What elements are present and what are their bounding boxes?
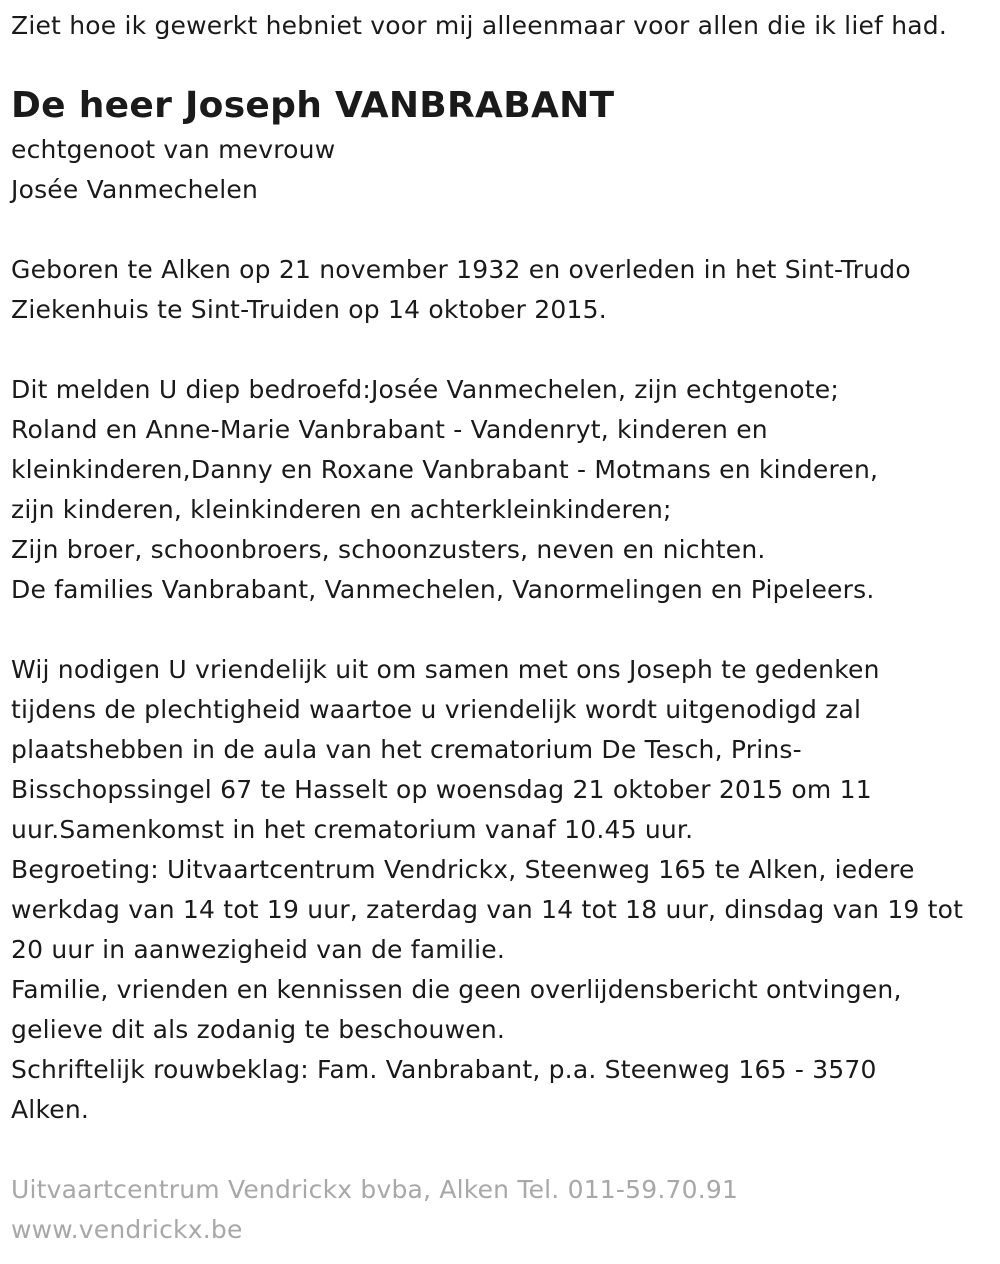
paragraph-line: tijdens de plechtigheid waartoe u vriendelijk wordt uitgenodigd zal — [11, 695, 862, 724]
funeral-home-contact: Uitvaartcentrum Vendrickx bvba, Alken Tel. 011-59.70.91 — [11, 1175, 739, 1204]
paragraph-line: Schriftelijk rouwbeklag: Fam. Vanbrabant, p.a. Steenweg 165 - 3570 — [11, 1055, 877, 1084]
funeral-home-footer — [11, 1170, 991, 1250]
paragraph-line: werkdag van 14 tot 19 uur, zaterdag van 14 tot 18 uur, dinsdag van 19 tot — [11, 895, 964, 924]
paragraph-line: Wij nodigen U vriendelijk uit om samen met ons Joseph te gedenken — [11, 655, 880, 684]
paragraph-line: De families Vanbrabant, Vanmechelen, Vanormelingen en Pipeleers. — [11, 575, 875, 604]
paragraph-gap — [11, 610, 991, 650]
paragraph-line: zijn kinderen, kleinkinderen en achterkleinkinderen; — [11, 495, 672, 524]
paragraph-line: Roland en Anne-Marie Vanbrabant - Vandenryt, kinderen en — [11, 415, 768, 444]
paragraph-line: Geboren te Alken op 21 november 1932 en overleden in het Sint-Trudo — [11, 255, 911, 284]
deceased-name: De heer Joseph VANBRABANT — [11, 85, 615, 126]
paragraph-line: Begroeting: Uitvaartcentrum Vendrickx, Steenweg 165 te Alken, iedere — [11, 855, 915, 884]
paragraph-line: 20 uur in aanwezigheid van de familie. — [11, 935, 505, 964]
funeral-home-website: www.vendrickx.be — [11, 1215, 243, 1244]
spouse-block — [11, 130, 991, 210]
paragraph-line: Familie, vrienden en kennissen die geen overlijdensbericht ontvingen, — [11, 975, 902, 1004]
paragraph-line: gelieve dit als zodanig te beschouwen. — [11, 1015, 506, 1044]
paragraph-line: Dit melden U diep bedroefd:Josée Vanmechelen, zijn echtgenote; — [11, 375, 840, 404]
paragraph-line: Ziekenhuis te Sint-Truiden op 14 oktober 2015. — [11, 295, 607, 324]
paragraph-gap — [11, 330, 991, 370]
paragraph-line: Bisschopssingel 67 te Hasselt op woensdag 21 oktober 2015 om 11 — [11, 775, 872, 804]
motto-text: Ziet hoe ik gewerkt hebniet voor mij alleenmaar voor allen die ik lief had. — [11, 11, 947, 40]
paragraph-gap — [11, 1130, 991, 1170]
ceremony-paragraph — [11, 650, 991, 1130]
paragraph-line: kleinkinderen,Danny en Roxane Vanbrabant - Motmans en kinderen, — [11, 455, 879, 484]
obituary-notice — [11, 0, 991, 1250]
paragraph-line: uur.Samenkomst in het crematorium vanaf 10.45 uur. — [11, 815, 694, 844]
paragraph-line: plaatshebben in de aula van het crematorium De Tesch, Prins- — [11, 735, 802, 764]
spouse-line: Josée Vanmechelen — [11, 175, 259, 204]
paragraph-line: Alken. — [11, 1095, 90, 1124]
family-paragraph — [11, 370, 991, 610]
birth-death-paragraph — [11, 250, 991, 330]
paragraph-line: Zijn broer, schoonbroers, schoonzusters, neven en nichten. — [11, 535, 766, 564]
paragraph-gap — [11, 210, 991, 250]
spouse-line: echtgenoot van mevrouw — [11, 135, 336, 164]
